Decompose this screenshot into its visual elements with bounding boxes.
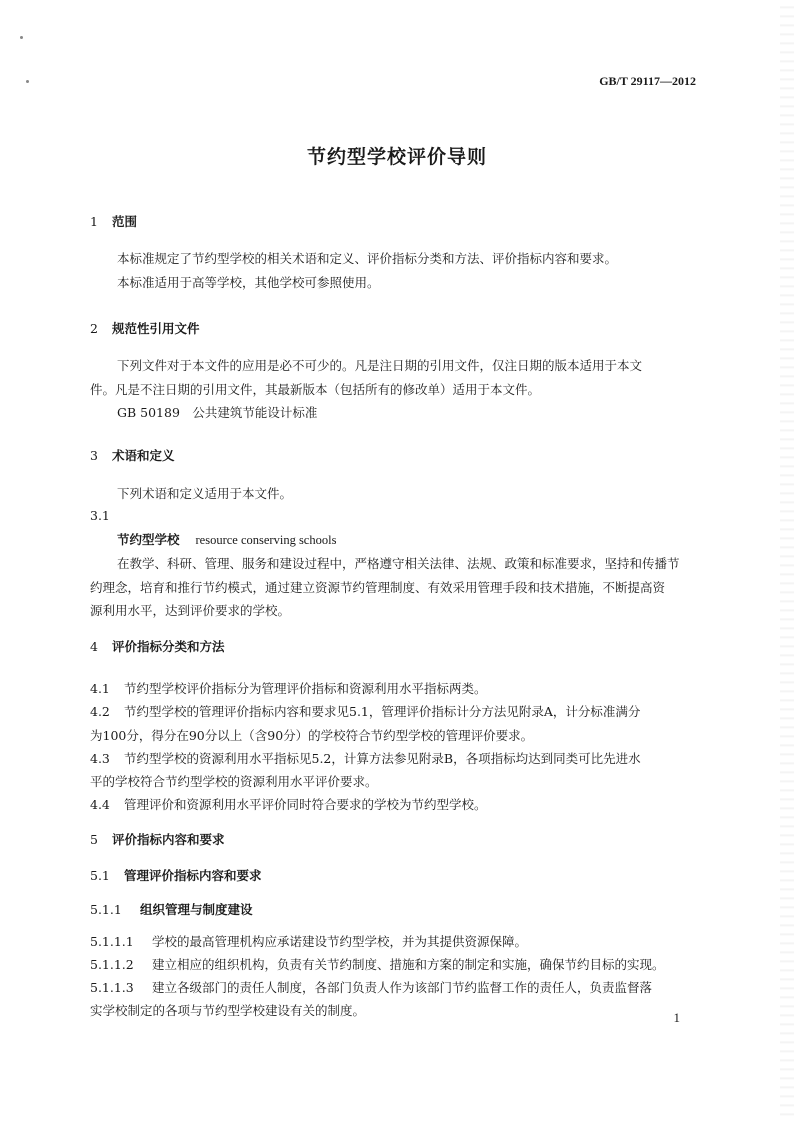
section-number: 3 xyxy=(90,448,98,463)
clause-number: 5.1.1.3 xyxy=(90,980,134,995)
paragraph: 下列术语和定义适用于本文件。 xyxy=(117,486,293,501)
clause-text: 节约型学校的管理评价指标内容和要求见5.1，管理评价指标计分方法见附录A，计分标准满分 xyxy=(124,704,641,719)
definition-line: 在教学、科研、管理、服务和建设过程中，严格遵守相关法律、法规、政策和标准要求，坚持和传播节 xyxy=(117,556,680,571)
clause-4-1 xyxy=(90,679,487,697)
scan-dot xyxy=(20,36,23,39)
section-title: 术语和定义 xyxy=(112,448,175,463)
subsection-title: 管理评价指标内容和要求 xyxy=(124,868,262,883)
clause-number: 4.2 xyxy=(90,704,110,719)
section-3-heading xyxy=(90,446,175,464)
clause-text-continued: 平的学校符合节约型学校的资源利用水平评价要求。 xyxy=(90,774,378,789)
subsection-5-1-heading xyxy=(90,866,262,884)
section-title: 范围 xyxy=(112,214,138,229)
clause-4-3 xyxy=(90,749,641,767)
clause-5-1-1-1 xyxy=(90,932,527,950)
paragraph: 本标准适用于高等学校，其他学校可参照使用。 xyxy=(117,275,380,290)
clause-number: 4.4 xyxy=(90,797,110,812)
clause-number: 4.1 xyxy=(90,681,110,696)
clause-number: 5.1.1.1 xyxy=(90,934,134,949)
term-entry xyxy=(117,530,336,548)
clause-number: 4.3 xyxy=(90,751,110,766)
clause-4-2 xyxy=(90,702,640,720)
term-number: 3.1 xyxy=(90,508,110,523)
clause-text: 建立相应的组织机构，负责有关节约制度、措施和方案的制定和实施，确保节约目标的实现。 xyxy=(152,957,665,972)
section-5-heading xyxy=(90,830,225,848)
definition-line: 约理念，培育和推行节约模式，通过建立资源节约管理制度、有效采用管理手段和技术措施，不断提高资 xyxy=(90,580,666,595)
section-title: 评价指标内容和要求 xyxy=(112,832,225,847)
section-number: 1 xyxy=(90,214,98,229)
clause-5-1-1-2 xyxy=(90,955,665,973)
subsection-5-1-1-heading xyxy=(90,900,253,918)
clause-4-4 xyxy=(90,795,487,813)
normative-reference: GB 50189 公共建筑节能设计标准 xyxy=(117,405,318,420)
paragraph-line: 下列文件对于本文件的应用是必不可少的。凡是注日期的引用文件，仅注日期的版本适用于本文 xyxy=(117,358,643,373)
section-number: 5 xyxy=(90,832,98,847)
subsection-number: 5.1 xyxy=(90,868,110,883)
standard-number: GB/T 29117—2012 xyxy=(599,74,696,88)
section-title: 评价指标分类和方法 xyxy=(112,639,225,654)
clause-5-1-1-3 xyxy=(90,978,652,996)
section-2-heading xyxy=(90,319,200,337)
clause-text: 节约型学校的资源利用水平指标见5.2，计算方法参见附录B，各项指标均达到同类可比先进水 xyxy=(124,751,641,766)
section-number: 4 xyxy=(90,639,98,654)
clause-text: 建立各级部门的责任人制度，各部门负责人作为该部门节约监督工作的责任人，负责监督落 xyxy=(152,980,653,995)
clause-text-continued: 为100分，得分在90分以上（含90分）的学校符合节约型学校的管理评价要求。 xyxy=(90,728,534,743)
section-4-heading xyxy=(90,637,225,655)
scan-dot xyxy=(26,80,29,83)
clause-text: 节约型学校评价指标分为管理评价指标和资源利用水平指标两类。 xyxy=(124,681,487,696)
section-1-heading xyxy=(90,212,137,230)
clause-text: 管理评价和资源利用水平评价同时符合要求的学校为节约型学校。 xyxy=(124,797,487,812)
subsection-number: 5.1.1 xyxy=(90,902,122,917)
clause-text: 学校的最高管理机构应承诺建设节约型学校，并为其提供资源保障。 xyxy=(152,934,528,949)
document-title: 节约型学校评价导则 xyxy=(306,146,487,168)
term-english: resource conserving schools xyxy=(195,533,337,547)
section-title: 规范性引用文件 xyxy=(112,321,200,336)
clause-number: 5.1.1.2 xyxy=(90,957,134,972)
page-number: 1 xyxy=(673,1010,680,1025)
section-number: 2 xyxy=(90,321,98,336)
paragraph: 本标准规定了节约型学校的相关术语和定义、评价指标分类和方法、评价指标内容和要求。 xyxy=(117,251,618,266)
subsection-title: 组织管理与制度建设 xyxy=(140,902,253,917)
definition-line: 源利用水平，达到评价要求的学校。 xyxy=(90,603,291,618)
paragraph-line: 件。凡是不注日期的引用文件，其最新版本（包括所有的修改单）适用于本文件。 xyxy=(90,382,541,397)
clause-text-continued: 实学校制定的各项与节约型学校建设有关的制度。 xyxy=(90,1003,366,1018)
term-chinese: 节约型学校 xyxy=(117,532,180,547)
